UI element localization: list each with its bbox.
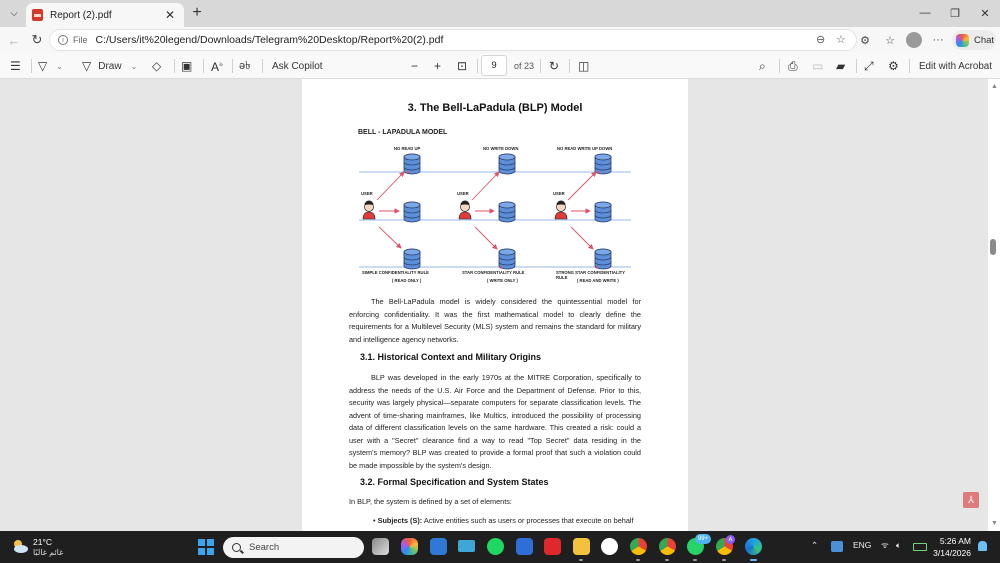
section-3-1-paragraph xyxy=(349,372,641,472)
blp-diagram xyxy=(356,128,646,288)
taskbar xyxy=(0,531,1000,563)
language-indicator[interactable]: ENG xyxy=(853,540,872,550)
divider xyxy=(477,59,478,73)
label-read-only: ( READ ONLY ) xyxy=(392,278,422,283)
chrome-icon[interactable] xyxy=(659,538,676,555)
start-windows-icon[interactable] xyxy=(198,539,214,555)
divider xyxy=(569,59,570,73)
label-read-and-write: ( READ AND WRITE ) xyxy=(577,278,619,283)
weather-cloud-icon[interactable] xyxy=(11,538,29,554)
clock-date[interactable]: 3/14/2026 xyxy=(933,548,971,558)
pdf-page xyxy=(302,79,688,531)
svg-text:✕: ✕ xyxy=(597,170,602,176)
chrome-icon[interactable] xyxy=(630,538,647,555)
onedrive-icon[interactable] xyxy=(831,541,843,552)
label-strong-star-confidentiality: STRONG STAR CONFIDENTIALITY xyxy=(556,270,626,275)
translate-icon[interactable]: ə৳ xyxy=(239,59,251,72)
favorites-icon[interactable]: ☆ xyxy=(885,34,895,47)
tab-actions-chevron-icon[interactable]: ⌵ xyxy=(10,7,18,19)
more-menu-icon[interactable]: ··· xyxy=(932,34,944,46)
spotify-icon[interactable] xyxy=(487,538,504,555)
back-arrow-icon[interactable]: ← xyxy=(7,32,21,48)
section-heading: 3. The Bell-LaPadula (BLP) Model xyxy=(407,102,583,114)
scroll-down-arrow-icon[interactable]: ▼ xyxy=(991,520,998,527)
page-number-input[interactable]: 9 xyxy=(481,55,507,76)
file-explorer-icon[interactable] xyxy=(573,538,590,555)
draw-pen-icon: ▽ xyxy=(82,59,92,73)
new-tab-button[interactable]: + xyxy=(192,4,202,21)
remote-desktop-icon[interactable] xyxy=(458,540,475,552)
section-3-2-heading: 3.2. Formal Specification and System States xyxy=(360,477,549,487)
search-icon[interactable]: ⌕ xyxy=(759,58,766,73)
url-text[interactable]: C:/Users/it%20legend/Downloads/Telegram%20Desktop/Report%20(2).pdf xyxy=(95,34,444,46)
divider xyxy=(909,59,910,73)
task-view-icon[interactable] xyxy=(372,538,389,555)
scheme-label: File xyxy=(73,35,88,45)
contents-list-icon[interactable]: ☰ xyxy=(10,59,21,73)
whatsapp-icon[interactable] xyxy=(687,536,709,555)
user-label: USER xyxy=(457,191,469,196)
user-label: USER xyxy=(361,191,373,196)
weather-temp[interactable]: 21°C xyxy=(33,537,52,547)
pdf-viewer[interactable] xyxy=(0,79,1000,531)
draw-label: Draw xyxy=(98,60,122,72)
copilot-app-icon[interactable] xyxy=(401,538,418,555)
pdf-toolbar xyxy=(0,53,1000,79)
volume-icon[interactable]: 🔈︎ xyxy=(896,540,902,550)
favorite-star-icon[interactable]: ☆ xyxy=(836,34,846,46)
divider xyxy=(174,59,175,73)
scroll-thumb[interactable] xyxy=(990,239,996,255)
save-icon[interactable]: ▭ xyxy=(812,59,824,73)
divider xyxy=(262,59,263,73)
profile-badge: A xyxy=(726,535,735,544)
zoom-in-button[interactable]: + xyxy=(434,59,442,73)
label-no-write-down: NO WRITE DOWN xyxy=(483,146,519,151)
divider xyxy=(540,59,541,73)
divider xyxy=(779,59,780,73)
bullet-text: Active entities such as users or processes that execute on behalf xyxy=(422,516,634,525)
chrome-profile-icon[interactable] xyxy=(716,538,733,555)
divider xyxy=(203,59,204,73)
intro-text: The Bell-LaPadula model is widely considered the quintessential model for enforcing confidentiality. It was the first mathematical model to clearly define the requirements for a Multilevel Security (MLS) system and remains the standard for military and intelligence agency networks. xyxy=(349,297,641,344)
notification-bell-icon[interactable] xyxy=(978,541,987,551)
info-icon[interactable]: i xyxy=(58,35,68,45)
wifi-icon[interactable]: ᯤ xyxy=(881,540,889,550)
chevron-down-icon[interactable]: ⌄ xyxy=(130,61,138,71)
draw-button[interactable] xyxy=(82,57,137,75)
close-window-button[interactable]: ✕ xyxy=(980,7,990,20)
page-view-icon[interactable]: ◫ xyxy=(578,59,590,73)
minimize-button[interactable]: — xyxy=(919,7,931,19)
divider xyxy=(31,59,32,73)
refresh-icon[interactable]: ↻ xyxy=(31,32,43,47)
section-3-1-text: BLP was developed in the early 1970s at the MITRE Corporation, specifically to address the needs of the U.S. Air Force and the Department of Defense. Prior to this, security was largely physical—separate computers for separate classification levels. The advent of time-sharing mainframes, like Multics, introduced the possibility of processing data of different classification levels on the same hardware. This created a risk: could a user with a "Secret" clearance find a way to read "Top Secret" data residing in the system's memory? BLP was created to provide a formal proof that such a violation could be made impossible by the system's design. xyxy=(349,373,641,470)
print-icon[interactable]: ⎙ xyxy=(788,58,798,73)
user-label: USER xyxy=(553,191,565,196)
notification-badge: 99+ xyxy=(695,534,711,544)
divider xyxy=(232,59,233,73)
search-label: Search xyxy=(249,542,280,553)
chevron-down-icon[interactable]: ⌄ xyxy=(56,61,63,71)
highlight-button[interactable] xyxy=(38,57,63,75)
tab-strip xyxy=(0,0,1000,27)
scroll-up-arrow-icon[interactable]: ▲ xyxy=(991,83,998,90)
diagram-title: BELL - LAPADULA MODEL xyxy=(358,129,448,136)
slack-icon[interactable] xyxy=(601,538,618,555)
taskbar-search[interactable] xyxy=(223,537,364,558)
pdf-icon xyxy=(32,9,43,21)
settings-gear-icon[interactable]: ⚙ xyxy=(888,59,899,73)
section-3-2-intro: In BLP, the system is defined by a set of elements: xyxy=(349,497,512,506)
vertical-scrollbar[interactable] xyxy=(988,79,1000,531)
svg-text:✕: ✕ xyxy=(499,265,504,271)
tab-report-pdf[interactable] xyxy=(26,3,184,27)
restore-button[interactable]: ❐ xyxy=(950,7,960,20)
list-item: • Subjects (S): Active entities such as users or processes that execute on behalf xyxy=(373,516,634,525)
fit-page-icon[interactable]: ⊡ xyxy=(457,59,468,73)
edit-with-acrobat-button[interactable]: Edit with Acrobat xyxy=(919,60,992,72)
copilot-chat-button[interactable] xyxy=(952,30,996,50)
url-input[interactable] xyxy=(49,29,857,51)
close-tab-icon[interactable]: ✕ xyxy=(164,8,176,22)
section-3-1-heading: 3.1. Historical Context and Military Origins xyxy=(360,352,542,362)
label-rule: RULE xyxy=(556,275,568,280)
battery-icon[interactable] xyxy=(913,543,927,551)
show-hidden-icons-chevron-icon[interactable]: ⌃ xyxy=(811,540,819,550)
search-icon xyxy=(232,543,241,552)
highlighter-icon: ▽ xyxy=(38,59,48,73)
label-simple-confidentiality: SIMPLE CONFIDENTIALITY RULE xyxy=(362,270,429,275)
ask-copilot-button[interactable]: Ask Copilot xyxy=(272,60,323,72)
address-bar-row xyxy=(0,27,1000,53)
divider xyxy=(856,59,857,73)
extensions-icon[interactable]: ⚙ xyxy=(860,34,870,47)
weather-desc[interactable]: غائم غالبًا xyxy=(33,548,64,557)
text-box-icon[interactable]: ▣ xyxy=(181,59,193,73)
intro-paragraph xyxy=(349,296,641,346)
clock-time[interactable]: 5:26 AM xyxy=(939,536,971,546)
zoom-out-icon[interactable]: ⊖ xyxy=(816,34,826,46)
label-no-read-up: NO READ UP xyxy=(394,146,421,151)
rotate-icon[interactable]: ↻ xyxy=(549,59,560,73)
profile-avatar[interactable] xyxy=(906,32,922,48)
mail-icon[interactable] xyxy=(516,538,533,555)
blp-diagram-graphic xyxy=(356,128,646,288)
read-aloud-icon[interactable]: $A^৯$ xyxy=(211,59,223,74)
chat-label: Chat xyxy=(974,34,995,46)
acrobat-icon[interactable]: ⅄ xyxy=(963,492,979,508)
wps-office-icon[interactable] xyxy=(544,538,561,555)
fullscreen-icon[interactable]: ⤢ xyxy=(864,58,874,73)
label-no-read-write-up-down: NO READ WRITE UP DOWN xyxy=(557,146,613,151)
tab-title: Report (2).pdf xyxy=(50,9,112,21)
label-star-confidentiality: STAR CONFIDENTIALITY RULE xyxy=(462,270,525,275)
label-write-only: ( WRITE ONLY ) xyxy=(487,278,518,283)
svg-text:✕: ✕ xyxy=(595,265,600,271)
edge-icon[interactable] xyxy=(745,538,762,555)
outlook-icon[interactable] xyxy=(430,538,447,555)
zoom-out-button[interactable]: − xyxy=(411,59,419,73)
bullet-term: Subjects (S): xyxy=(377,516,423,525)
copilot-icon xyxy=(956,34,969,47)
svg-text:✕: ✕ xyxy=(406,170,411,176)
page-count: of 23 xyxy=(514,61,535,71)
save-as-icon[interactable]: ▰ xyxy=(836,59,846,73)
eraser-icon[interactable]: ◇ xyxy=(152,59,162,73)
